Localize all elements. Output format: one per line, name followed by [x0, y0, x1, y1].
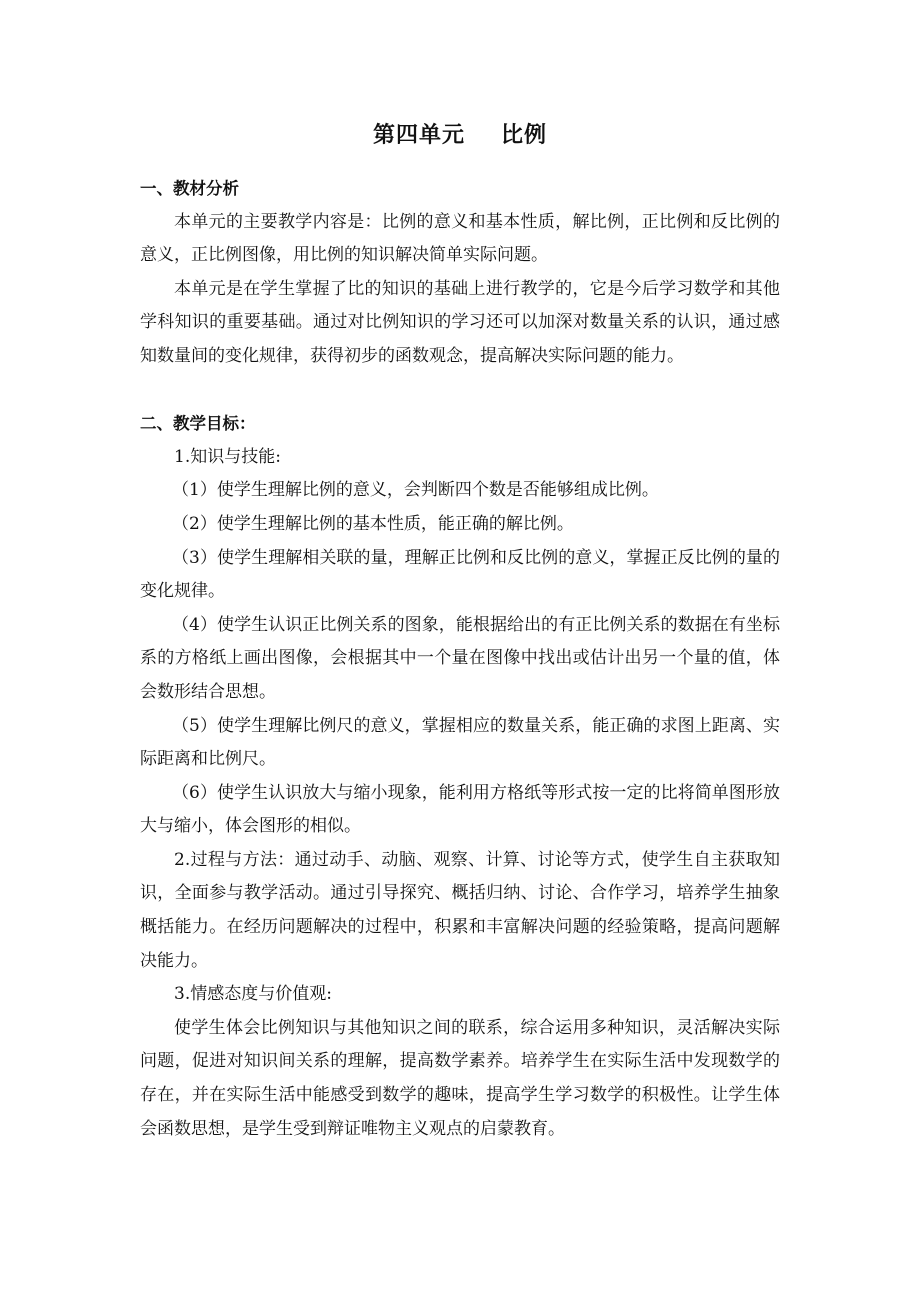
objective-item: （2）使学生理解比例的基本性质，能正确的解比例。	[172, 513, 574, 534]
document-body	[140, 172, 780, 1146]
title-unit: 第四单元	[372, 123, 465, 148]
sub3-paragraph: 使学生体会比例知识与其他知识之间的联系，综合运用多种知识，灵活解决实际问题，促进对知识间关系的理解，提高数学素养。培养学生在实际生活中发现数学的存在，并在实际生活中能感受到数学的趣味，提高学生学习数学的积极性。让学生体会函数思想，是学生受到辩证唯物主义观点的启蒙教育。	[140, 1017, 780, 1139]
section-spacer	[140, 374, 780, 408]
section1-paragraph: 本单元的主要教学内容是：比例的意义和基本性质，解比例，正比例和反比例的意义，正比例图像，用比例的知识解决简单实际问题。	[140, 211, 780, 266]
sub1-title: 1.知识与技能:	[174, 446, 281, 467]
section2-heading: 二、教学目标：	[140, 414, 256, 434]
objective-item: （5）使学生理解比例尺的意义，掌握相应的数量关系，能正确的求图上距离、实际距离和比例尺。	[140, 715, 780, 770]
objective-item: （4）使学生认识正比例关系的图象，能根据给出的有正比例关系的数据在有坐标系的方格纸上画出图像，会根据其中一个量在图像中找出或估计出另一个量的值，体会数形结合思想。	[140, 614, 780, 702]
page-title	[0, 118, 920, 149]
objective-item: （1）使学生理解比例的意义，会判断四个数是否能够组成比例。	[172, 480, 659, 501]
sub3-title: 3.情感态度与价值观:	[174, 984, 332, 1005]
objective-item: （3）使学生理解相关联的量，理解正比例和反比例的意义，掌握正反比例的量的变化规律。	[140, 547, 780, 602]
objective-item: （6）使学生认识放大与缩小现象，能利用方格纸等形式按一定的比将简单图形放大与缩小，体会图形的相似。	[140, 782, 780, 837]
sub2-paragraph: 2.过程与方法：通过动手、动脑、观察、计算、讨论等方式，使学生自主获取知识，全面参与教学活动。通过引导探究、概括归纳、讨论、合作学习，培养学生抽象概括能力。在经历问题解决的过程中，积累和丰富解决问题的经验策略，提高问题解决能力。	[140, 849, 780, 971]
title-topic: 比例	[501, 123, 548, 148]
section1-paragraph: 本单元是在学生掌握了比的知识的基础上进行教学的，它是今后学习数学和其他学科知识的重要基础。通过对比例知识的学习还可以加深对数量关系的认识，通过感知数量间的变化规律，获得初步的函数观念，提高解决实际问题的能力。	[140, 278, 780, 366]
section1-heading: 一、教材分析	[140, 179, 239, 198]
